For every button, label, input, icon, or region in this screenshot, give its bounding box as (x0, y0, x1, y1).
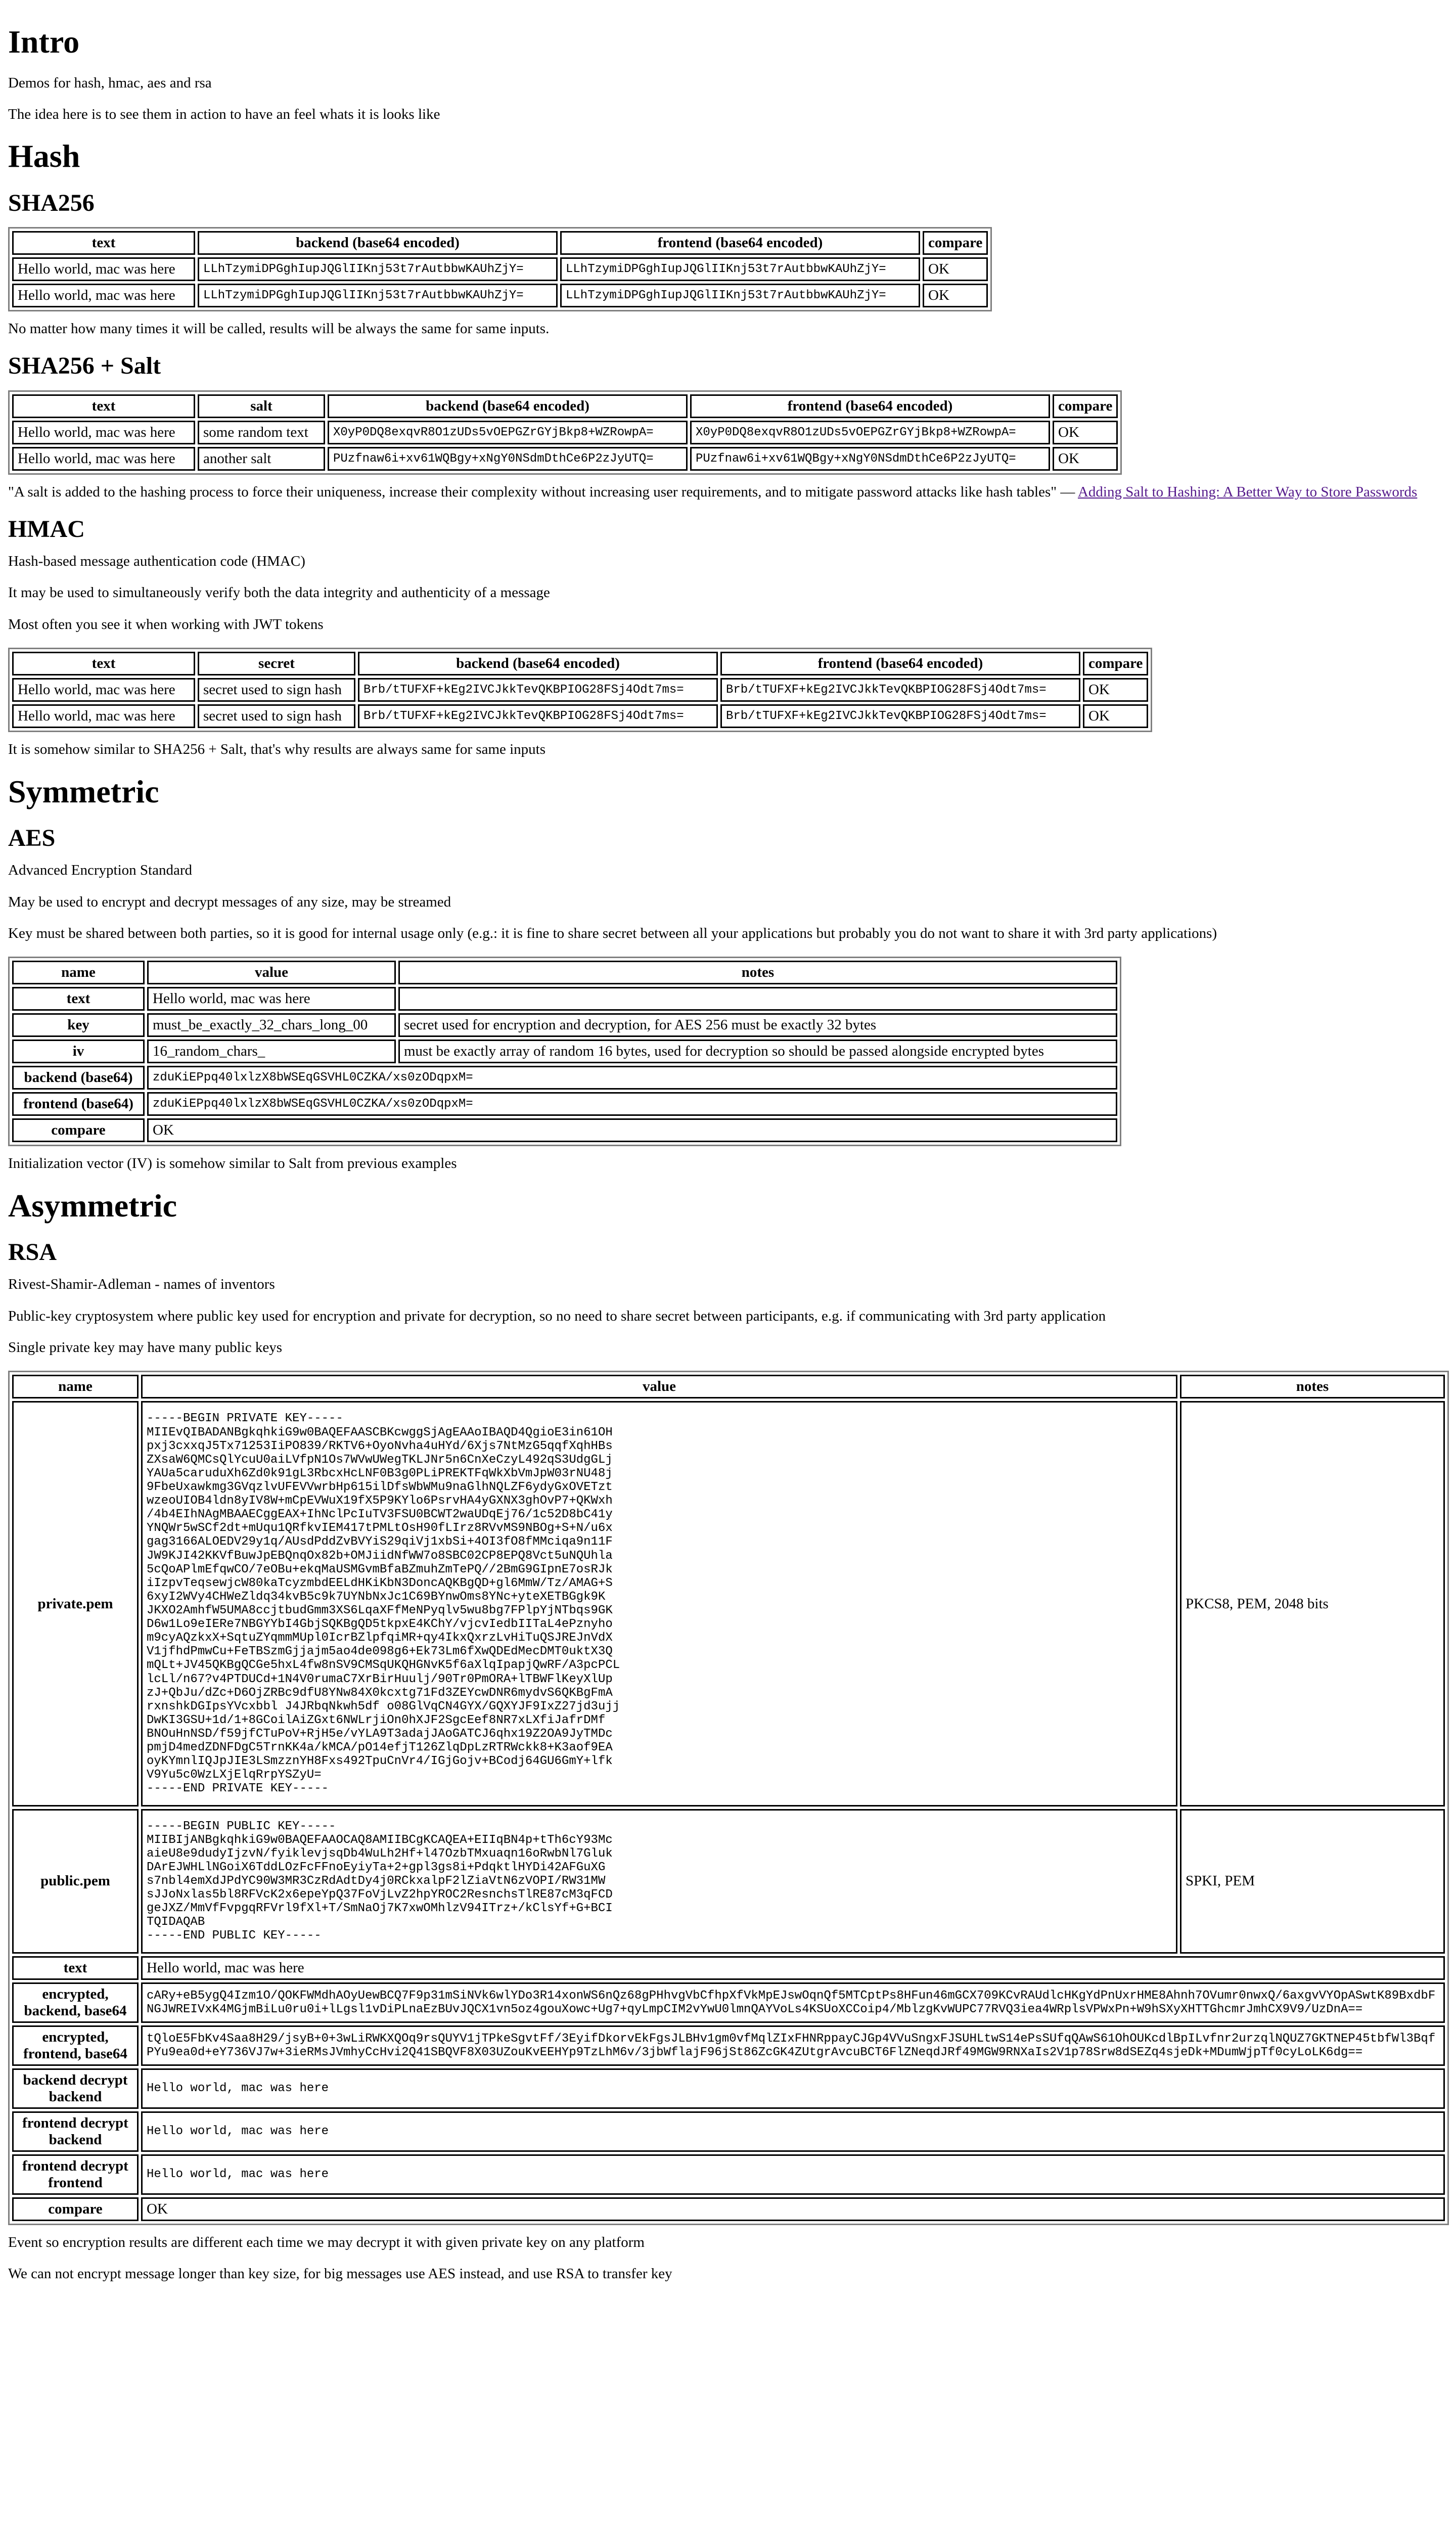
value-cell: Hello world, mac was here (141, 2068, 1445, 2109)
intro-paragraph-2: The idea here is to see them in action to have an feel whats it is looks like (8, 106, 440, 122)
frontend-hash-cell: LLhTzymiDPGghIupJQGlIIKnj53t7rAutbbwKAUhZjY= (560, 257, 920, 281)
value-cell: Hello world, mac was here (141, 1956, 1445, 1980)
row-label: compare (12, 2197, 139, 2221)
value-cell: cARy+eB5ygQ4Izm1O/QOKFWMdhAOyUewBCQ7F9p31mSiNVk6wlYDo3R14xonWS6nQz68gPHhvgVbCfhpXfVkMpEJswOqnQf5MTCptPs8HFun46mGCX709KCvRAUdlcHKgYdPnUxrHME8Ahnh7OVumr0nwxQ/6axgvVYOpASwtK89BxdbFNGJWREIVxK4MGjmBiLu0ru0i+lLgsl1vDiPLnaEzBUvJQCX1vn5oz4gouXowc+Ug7+qyLmpCIM2vYwU0lmnQAYVoLs4KSUoXCCoip4/MblzgKvWUPC77RVQ3iea4WRplsVPWxPn+W9hSXyXHTTGhcmrJmhCX9V9/UzDnA== (141, 1982, 1445, 2023)
row-label: public.pem (12, 1809, 139, 1954)
column-header: name (12, 961, 145, 984)
table-row (12, 284, 988, 307)
table-header-row (12, 1375, 1445, 1398)
column-header: name (12, 1375, 139, 1398)
value-cell: zduKiEPpq40lxlzX8bWSEqGSVHL0CZKA/xs0zODqpxM= (147, 1092, 1117, 1116)
aes-title: AES (8, 825, 56, 852)
text-cell: Hello world, mac was here (12, 447, 195, 471)
row-label: encrypted, backend, base64 (12, 1982, 139, 2023)
sha256-title: SHA256 (8, 189, 95, 216)
column-header: compare (1083, 652, 1148, 675)
hash-title: Hash (8, 138, 80, 174)
text-cell: Hello world, mac was here (12, 257, 195, 281)
column-header: backend (base64 encoded) (328, 394, 688, 418)
row-label: backend (base64) (12, 1066, 145, 1090)
aes-paragraph-1: Advanced Encryption Standard (8, 862, 193, 879)
table-row (12, 1982, 1445, 2023)
compare-cell: OK (1053, 421, 1118, 444)
column-header: text (12, 394, 195, 418)
notes-cell: PKCS8, PEM, 2048 bits (1180, 1401, 1445, 1806)
rsa-note-1: Event so encryption results are different each time we may decrypt it with given private key on any platform (8, 2234, 645, 2250)
column-header: text (12, 231, 195, 255)
compare-cell: OK (923, 257, 988, 281)
rsa-paragraph-3: Single private key may have many public keys (8, 1339, 282, 1356)
table-row (12, 2197, 1445, 2221)
row-label: compare (12, 1118, 145, 1142)
salt-quote-text: "A salt is added to the hashing process to force their uniqueness, increase their complexity without increasing user requirements, and to mitigate password attacks like hash tables" — (8, 483, 1078, 500)
row-label: frontend decrypt frontend (12, 2154, 139, 2195)
column-header: notes (1180, 1375, 1445, 1398)
aes-note: Initialization vector (IV) is somehow similar to Salt from previous examples (8, 1155, 457, 1172)
hmac-title: HMAC (8, 515, 85, 543)
compare-cell: OK (1083, 678, 1148, 702)
column-header: text (12, 652, 195, 675)
value-cell: OK (147, 1118, 1117, 1142)
table-row (12, 2154, 1445, 2195)
table-row (12, 704, 1148, 728)
asymmetric-title: Asymmetric (8, 1187, 177, 1224)
row-label: text (12, 987, 145, 1011)
value-cell: zduKiEPpq40lxlzX8bWSEqGSVHL0CZKA/xs0zODqpxM= (147, 1066, 1117, 1090)
public-key-pem: -----BEGIN PUBLIC KEY----- MIIBIjANBgkqhkiG9w0BAQEFAAOCAQ8AMIIBCgKCAQEA+EIIqBN4p+tTh6cY93Mc aieU8e9dudyIjzvN/fyiklevjsqDb4WuLh2Hf+l47OzbTMxuaqn16oRwbNl7Gluk DArEJWHLlNGoiX6TddLOzFcFFnoEyiyTa+2+gpl3gs8i+PdqktlHYDi42AFGuXG s7nbl4emXdJPdYC90W3MR3CzRdAdtDy4j0RCkxalpF2lZiaVtN6zVOPI/RW31MW sJJoNxlas5bl8RFVcK2x6epeYpQ37FoVjLvZ2hpYROC2ResnchsTlRE87cM3qFCD geJXZ/MmVfFvpgqRFVrl9fXl+T/SmNaOj7K7xwOMhlzV94ITrz+/kClsYf+G+BCI TQIDAQAB -----END PUBLIC KEY----- (147, 1819, 613, 1943)
rsa-table (8, 1371, 1449, 2225)
column-header: salt (198, 394, 325, 418)
frontend-hash-cell: PUzfnaw6i+xv61WQBgy+xNgY0NSdmDthCe6P2zJyUTQ= (690, 447, 1050, 471)
row-label: key (12, 1013, 145, 1037)
value-cell: Hello world, mac was here (141, 2111, 1445, 2152)
text-cell: Hello world, mac was here (12, 421, 195, 444)
column-header: frontend (base64 encoded) (720, 652, 1080, 675)
value-cell: 16_random_chars_ (147, 1040, 396, 1063)
hmac-paragraph-3: Most often you see it when working with JWT tokens (8, 616, 324, 633)
frontend-hash-cell: LLhTzymiDPGghIupJQGlIIKnj53t7rAutbbwKAUhZjY= (560, 284, 920, 307)
salt-article-link[interactable]: Adding Salt to Hashing: A Better Way to Store Passwords (1077, 483, 1418, 500)
column-header: compare (923, 231, 988, 255)
row-label: backend decrypt backend (12, 2068, 139, 2109)
row-label: text (12, 1956, 139, 1980)
text-cell: Hello world, mac was here (12, 704, 195, 728)
column-header: notes (398, 961, 1117, 984)
row-label: encrypted, frontend, base64 (12, 2025, 139, 2066)
notes-cell: must be exactly array of random 16 bytes, used for decryption so should be passed alongside encrypted bytes (398, 1040, 1117, 1063)
text-cell: Hello world, mac was here (12, 284, 195, 307)
value-cell: Hello world, mac was here (147, 987, 396, 1011)
secret-cell: secret used to sign hash (198, 704, 355, 728)
private-key-pem: -----BEGIN PRIVATE KEY----- MIIEvQIBADANBgkqhkiG9w0BAQEFAASCBKcwggSjAgEAAoIBAQD4QgioE3in61OH pxj3cxxqJ5Tx71253IiPO839/RKTV6+OyoNvha4uHYd/6Xjs7NtMzG5qqfXqhHBs ZXsaW6QMCsQlYcuU0aiLVfpN1Os7WVwUWegTKLJNr5n6CnXeCzyL492qS3UdgGLj YAUa5caruduXh6Zd0k91gL3RbcxHcLNF0B3g0PLiPREKTFqWkXbVmJpW03rNU48j 9FbeUxawkmg3GVqzlvUFEVVwrbHp615ilDfsWbWMu9naGlhNQLZF6ydyGxOVETzt wzeoUIOB4ldn8yIV8W+mCpEVWuX19fX5P9KYlo6PsrvHA4yGXNX3ghOvP7+QKWxh /4b4EIhNAgMBAAECggEAX+IhNclPcIuTV3FSU0BCWT2waUDqEj76/1c52D8bC41y YNQWr5wSCf2dt+mUqu1QRfkvIEM417tPMLtOsH90fLIrz8RVvMS9NBOg+S+N/u6x gag3166ALOEDV29y1q/AUsdPddZvBVYiS29qiVj1xbSi+4OI3fO8fMMciqa9n11F JW9KJI42KKVfBuwJpEBQnqOx82b+OMJiidNfWW7o8SBC02CP8EPQ8Vct5uNQUhla 5cQoAPlmEfqwCO/7eOBu+ekqMaUSMGvmBfaBZmuhZmTePQ//2BmG9GIpnE7osRJk iIzpvTeqsewjcW80kaTcyzmbdEELdHKiKbN3DoncAQKBgQD+gl6MmW/Tz/AMAG+S 6xyI2WVy4CHWeZldq34kvB5c9k7UYNbNxJc1C69BYnwOms8YNc+yteXETBGgk9K JKXO2AmhfW5UMA8ccjtbudGmm3XS6LqaXFfMeNPyqlv5wu8bg7FPlpYjNTbqs9GK D6w1Lo9eIERe7NBGYYbI4GbjSQKBgQD5tkpxE4KChY/vjcvIedbIITaL4ePznyho m9cyAQzkxX+SqtuZYqmmMUpl0IcrBZlpfqiMR+qy4IkxQxrzLvHiTuQSJREJnVdX V1jfhdPmwCu+FeTBSzmGjjajm5ao4de098g6+Ek73Lm6fXwQDEdMecDMT0uktX3Q mQLt+JV45QKBgQCGe5hxL4fw8nSV9CMSqUKQHGNvK5f6aXlqIpapjQwRF/A3pcPCL lcLl/n67?v4PTDUCd+1N4V0rumaC7XrBirHuulj/90Tr0PmORA+lTBWFlKeyXlUp zJ+QbJu/dZc+D6OjZRBc9dfU8YNw84X0kcxtg71Fd3ZEYcwDNR6mydvS6QKBgFmA rxnshkDGIpsYVcxbbl J4JRbqNkwh5df o08GlVqCN4GYX/GQXYJF9IxZ27jd3ujj DwKI3GSU+1d/1+8GCoilAiZGxt6NWLrjiOn0hXJF2SgcEef8NR7xLXfiJafrDMf BNOuHnNSD/f59jfCTuPoV+RjH5e/vYLA9T3adajJAoGATCJ6qhx19Z2OA9JyTMDc pmjD4medZDNFDgC5TrnKK4a/kMCA/pO14efjT126ZlqDpLzRTRWckk8+K3aof9EA oyKYmnlIQJpJIE3LSmzznYH8Fxs492TpuCnVr4/IGjGojv+BCodj64GU6GmY+lfk V9Yu5c0WzLXjElqRrpYSZyU= -----END PRIVATE KEY----- (147, 1412, 620, 1796)
salt-table (8, 390, 1122, 475)
rsa-paragraph-1: Rivest-Shamir-Adleman - names of inventors (8, 1276, 275, 1293)
sha256-note: No matter how many times it will be called, results will be always the same for same inputs. (8, 321, 550, 337)
aes-paragraph-2: May be used to encrypt and decrypt messages of any size, may be streamed (8, 893, 451, 910)
column-header: backend (base64 encoded) (198, 231, 558, 255)
row-label: private.pem (12, 1401, 139, 1806)
column-header: backend (base64 encoded) (358, 652, 718, 675)
salt-title: SHA256 + Salt (8, 352, 161, 380)
notes-cell: SPKI, PEM (1180, 1809, 1445, 1954)
aes-table (8, 957, 1121, 1146)
backend-hash-cell: Brb/tTUFXF+kEg2IVCJkkTevQKBPIOG28FSj4Odt7ms= (358, 704, 718, 728)
row-label: frontend (base64) (12, 1092, 145, 1116)
hmac-table (8, 648, 1152, 732)
rsa-paragraph-2: Public-key cryptosystem where public key used for encryption and private for decryption, so no need to share secret between participants, e.g. if communicating with 3rd party application (8, 1307, 1106, 1324)
aes-paragraph-3: Key must be shared between both parties, so it is good for internal usage only (e.g.: it is fine to share secret between all your applications but probably you do not want to share it with 3rd party applications) (8, 925, 1217, 941)
salt-quote (8, 484, 1448, 501)
backend-hash-cell: X0yP0DQ8exqvR8O1zUDs5vOEPGZrGYjBkp8+WZRowpA= (328, 421, 688, 444)
frontend-hash-cell: Brb/tTUFXF+kEg2IVCJkkTevQKBPIOG28FSj4Odt7ms= (720, 704, 1080, 728)
value-cell: must_be_exactly_32_chars_long_00 (147, 1013, 396, 1037)
hmac-paragraph-2: It may be used to simultaneously verify both the data integrity and authenticity of a message (8, 584, 550, 601)
symmetric-title: Symmetric (8, 773, 159, 809)
notes-cell: secret used for encryption and decryption, for AES 256 must be exactly 32 bytes (398, 1013, 1117, 1037)
backend-hash-cell: Brb/tTUFXF+kEg2IVCJkkTevQKBPIOG28FSj4Odt7ms= (358, 678, 718, 702)
sha256-table (8, 227, 992, 311)
table-header-row (12, 652, 1148, 675)
rsa-title: RSA (8, 1239, 57, 1266)
table-row (12, 2111, 1445, 2152)
private-key-cell (141, 1401, 1177, 1806)
row-label: frontend decrypt backend (12, 2111, 139, 2152)
hmac-paragraph-1: Hash-based message authentication code (HMAC) (8, 553, 305, 570)
backend-hash-cell: LLhTzymiDPGghIupJQGlIIKnj53t7rAutbbwKAUhZjY= (198, 284, 558, 307)
table-header-row (12, 394, 1118, 418)
table-row (12, 1013, 1117, 1037)
column-header: secret (198, 652, 355, 675)
table-row (12, 257, 988, 281)
column-header: value (147, 961, 396, 984)
value-cell: Hello world, mac was here (141, 2154, 1445, 2195)
column-header: compare (1053, 394, 1118, 418)
value-cell: OK (141, 2197, 1445, 2221)
backend-hash-cell: PUzfnaw6i+xv61WQBgy+xNgY0NSdmDthCe6P2zJyUTQ= (328, 447, 688, 471)
value-cell: tQloE5FbKv4Saa8H29/jsyB+0+3wLiRWKXQOq9rsQUYV1jTPkeSgvtFf/3EyifDkorvEkFgsJLBHv1gm0vfMqlZIxFHNRppayCJGp4VVuSngxFJSUHLtwS14ePsSUfqQAwS61OhOUKcdlBpILvfnr2urzqlNQUZ7GKTNEP45tbfWl3BqfPYu9ea0d+eY736VJ7w+3ieRMsJVmhyCcHvi2Q41SBQVF8X03UZouKvEEHYp9TzLhM6v/3jbWflajF96jSt86ZcGK4ZUtgrAvcuBCT6FlZNeqdJRf49MGW9RNXaIs2V1p78Srw8dSEZq4sjeDk+MDumWjpTf0cyLoLK6dg== (141, 2025, 1445, 2066)
rsa-note-2: We can not encrypt message longer than key size, for big messages use AES instead, and use RSA to transfer key (8, 2265, 672, 2282)
secret-cell: secret used to sign hash (198, 678, 355, 702)
table-row (12, 1066, 1117, 1090)
intro-paragraph-1: Demos for hash, hmac, aes and rsa (8, 74, 212, 91)
table-row (12, 421, 1118, 444)
table-row (12, 2025, 1445, 2066)
compare-cell: OK (1083, 704, 1148, 728)
salt-cell: some random text (198, 421, 325, 444)
frontend-hash-cell: X0yP0DQ8exqvR8O1zUDs5vOEPGZrGYjBkp8+WZRowpA= (690, 421, 1050, 444)
intro-title: Intro (8, 24, 80, 60)
compare-cell: OK (1053, 447, 1118, 471)
table-header-row (12, 961, 1117, 984)
column-header: frontend (base64 encoded) (690, 394, 1050, 418)
table-row (12, 1401, 1445, 1806)
table-row (12, 447, 1118, 471)
table-row (12, 678, 1148, 702)
table-row (12, 1092, 1117, 1116)
table-row (12, 987, 1117, 1011)
hmac-note: It is somehow similar to SHA256 + Salt, that's why results are always same for same inputs (8, 741, 546, 758)
compare-cell: OK (923, 284, 988, 307)
text-cell: Hello world, mac was here (12, 678, 195, 702)
table-row (12, 1956, 1445, 1980)
table-row (12, 1118, 1117, 1142)
frontend-hash-cell: Brb/tTUFXF+kEg2IVCJkkTevQKBPIOG28FSj4Odt7ms= (720, 678, 1080, 702)
table-row (12, 1040, 1117, 1063)
row-label: iv (12, 1040, 145, 1063)
table-header-row (12, 231, 988, 255)
backend-hash-cell: LLhTzymiDPGghIupJQGlIIKnj53t7rAutbbwKAUhZjY= (198, 257, 558, 281)
table-row (12, 2068, 1445, 2109)
notes-cell (398, 987, 1117, 1011)
column-header: value (141, 1375, 1177, 1398)
public-key-cell (141, 1809, 1177, 1954)
table-row (12, 1809, 1445, 1954)
salt-cell: another salt (198, 447, 325, 471)
column-header: frontend (base64 encoded) (560, 231, 920, 255)
